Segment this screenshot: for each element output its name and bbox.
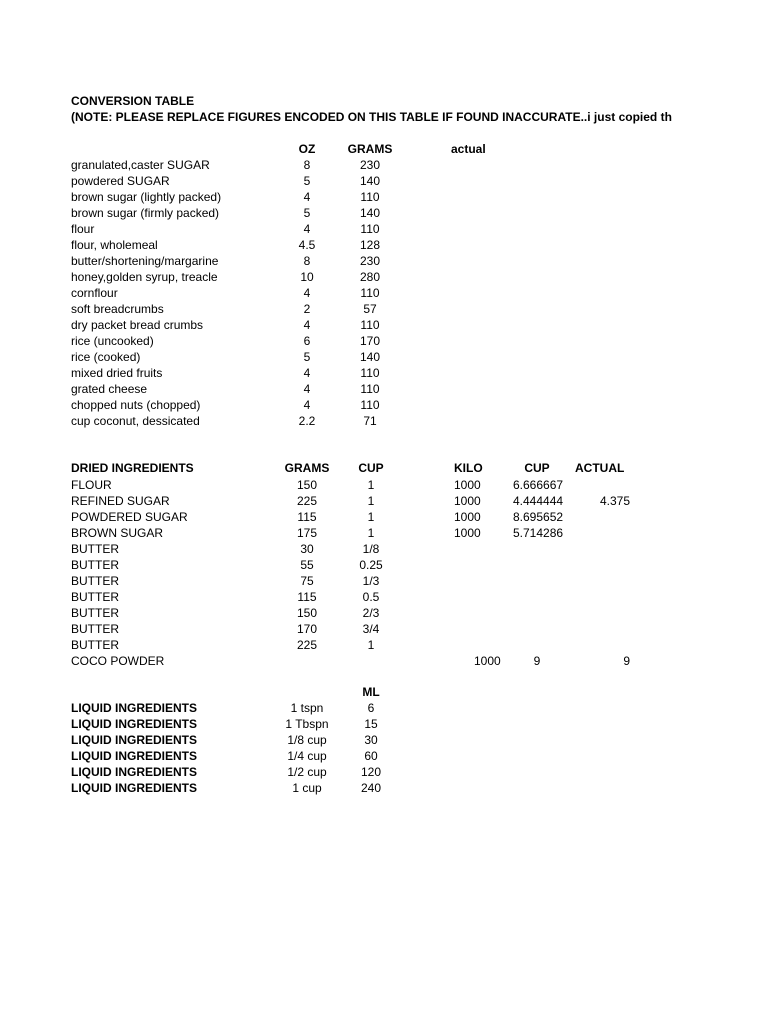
ingredient-name: dry packet bread crumbs: [71, 318, 204, 332]
ingredient-name: BUTTER: [71, 542, 119, 556]
liquid-ingredient-label: LIQUID INGREDIENTS: [71, 765, 198, 779]
ingredient-name: BUTTER: [71, 606, 119, 620]
ingredient-name: brown sugar (firmly packed): [71, 206, 220, 220]
oz-value: 8: [303, 254, 311, 268]
grams-value: 30: [300, 542, 314, 556]
ingredient-name: chopped nuts (chopped): [71, 398, 201, 412]
kilo-header: KILO: [454, 461, 483, 475]
grams-value: 110: [360, 286, 380, 300]
ingredient-name: rice (cooked): [71, 350, 141, 364]
ingredient-name: brown sugar (lightly packed): [71, 190, 222, 204]
grams-value: 140: [359, 206, 381, 220]
ingredient-name: BUTTER: [71, 574, 119, 588]
ingredient-name: POWDERED SUGAR: [71, 510, 188, 524]
ingredient-name: cornflour: [71, 286, 118, 300]
grams-value: 170: [359, 334, 381, 348]
cup-value: 2/3: [362, 606, 380, 620]
ingredient-name: butter/shortening/margarine: [71, 254, 219, 268]
coco-powder-label: COCO POWDER: [71, 654, 165, 668]
grams-value: 150: [296, 606, 318, 620]
ml-value: 30: [364, 733, 378, 747]
grams-value: 150: [296, 478, 318, 492]
grams-value: 110: [360, 318, 380, 332]
cup-value-2: 6.666667: [513, 478, 564, 492]
cup-value: 1: [367, 638, 375, 652]
dried-ingredients-header: DRIED INGREDIENTS: [71, 461, 194, 475]
ml-value: 6: [367, 701, 375, 715]
ingredient-name: flour: [71, 222, 95, 236]
oz-value: 4: [303, 190, 311, 204]
grams-value: 71: [363, 414, 377, 428]
oz-value: 6: [303, 334, 311, 348]
cup-value: 0.25: [359, 558, 383, 572]
grams-header: GRAMS: [284, 461, 330, 475]
ingredient-name: BROWN SUGAR: [71, 526, 164, 540]
grams-value: 225: [296, 494, 318, 508]
grams-value: 140: [359, 174, 381, 188]
ingredient-name: FLOUR: [71, 478, 112, 492]
kilo-value: 1000: [454, 510, 481, 524]
grams-value: 110: [360, 190, 380, 204]
grams-value: 75: [300, 574, 314, 588]
oz-value: 8: [303, 158, 311, 172]
grams-value: 140: [359, 350, 381, 364]
oz-value: 4: [303, 318, 311, 332]
oz-value: 4: [303, 398, 311, 412]
grams-value: 110: [360, 366, 380, 380]
oz-value: 10: [300, 270, 314, 284]
ml-value: 60: [364, 749, 378, 763]
measure-value: 1 cup: [292, 781, 322, 795]
measure-value: 1/4 cup: [287, 749, 327, 763]
measure-value: 1/8 cup: [287, 733, 327, 747]
oz-value: 5: [303, 174, 311, 188]
liquid-ingredient-label: LIQUID INGREDIENTS: [71, 717, 198, 731]
liquid-ingredient-label: LIQUID INGREDIENTS: [71, 781, 198, 795]
kilo-value: 1000: [454, 526, 481, 540]
coco-powder-actual: 9: [623, 654, 630, 668]
ingredient-name: rice (uncooked): [71, 334, 154, 348]
cup-header: CUP: [358, 461, 384, 475]
cup-value: 1: [367, 510, 375, 524]
grams-value: 115: [297, 510, 317, 524]
ingredient-name: honey,golden syrup, treacle: [71, 270, 218, 284]
grams-value: 280: [359, 270, 381, 284]
grams-value: 170: [296, 622, 318, 636]
cup-value: 1: [367, 526, 375, 540]
grams-value: 115: [297, 590, 317, 604]
ingredient-name: mixed dried fruits: [71, 366, 163, 380]
grams-value: 230: [359, 254, 381, 268]
ingredient-name: BUTTER: [71, 638, 119, 652]
ingredient-name: BUTTER: [71, 622, 119, 636]
oz-value: 2.2: [298, 414, 316, 428]
cup-value: 1/8: [362, 542, 380, 556]
ingredient-name: BUTTER: [71, 558, 119, 572]
oz-value: 5: [303, 206, 311, 220]
ingredient-name: powdered SUGAR: [71, 174, 170, 188]
ingredient-name: cup coconut, dessicated: [71, 414, 200, 428]
ingredient-name: soft breadcrumbs: [71, 302, 164, 316]
grams-value: 230: [359, 158, 381, 172]
oz-header: OZ: [298, 142, 316, 156]
ml-value: 15: [364, 717, 378, 731]
ingredient-name: granulated,caster SUGAR: [71, 158, 210, 172]
oz-value: 4.5: [298, 238, 316, 252]
ingredient-name: BUTTER: [71, 590, 119, 604]
liquid-ingredient-label: LIQUID INGREDIENTS: [71, 733, 198, 747]
actual-value: 4.375: [599, 494, 630, 508]
grams-value: 175: [296, 526, 318, 540]
grams-value: 55: [300, 558, 314, 572]
cup-value: 0.5: [362, 590, 380, 604]
measure-value: 1/2 cup: [287, 765, 327, 779]
coco-powder-kilo: 1000: [474, 654, 501, 668]
grams-value: 57: [363, 302, 377, 316]
cup-value-2: 5.714286: [513, 526, 564, 540]
cup-value: 3/4: [362, 622, 380, 636]
liquid-ingredient-label: LIQUID INGREDIENTS: [71, 701, 198, 715]
grams-value: 110: [360, 398, 380, 412]
cup-value: 1: [367, 494, 375, 508]
liquid-ingredient-label: LIQUID INGREDIENTS: [71, 749, 198, 763]
ingredient-name: grated cheese: [71, 382, 148, 396]
cup-value-2: 8.695652: [513, 510, 564, 524]
oz-value: 2: [303, 302, 311, 316]
oz-value: 5: [303, 350, 311, 364]
coco-powder-cup: 9: [533, 654, 541, 668]
note-text: (NOTE: PLEASE REPLACE FIGURES ENCODED ON THIS TABLE IF FOUND INACCURATE..i just copied th: [71, 110, 672, 124]
grams-value: 110: [360, 222, 380, 236]
actual-header: actual: [451, 142, 486, 156]
grams-value: 225: [296, 638, 318, 652]
kilo-value: 1000: [454, 478, 481, 492]
page-title: CONVERSION TABLE: [71, 94, 195, 108]
grams-header: GRAMS: [347, 142, 393, 156]
kilo-value: 1000: [454, 494, 481, 508]
cup-value: 1: [367, 478, 375, 492]
oz-value: 4: [303, 366, 311, 380]
oz-value: 4: [303, 382, 311, 396]
ml-value: 240: [360, 781, 382, 795]
cup-value-2: 4.444444: [513, 494, 564, 508]
ingredient-name: flour, wholemeal: [71, 238, 158, 252]
grams-value: 110: [360, 382, 380, 396]
actual-header: ACTUAL: [575, 461, 625, 475]
ml-header: ML: [362, 685, 380, 699]
ingredient-name: REFINED SUGAR: [71, 494, 170, 508]
ml-value: 120: [360, 765, 382, 779]
cup-value: 1/3: [362, 574, 380, 588]
measure-value: 1 tspn: [290, 701, 324, 715]
grams-value: 128: [359, 238, 381, 252]
measure-value: 1 Tbspn: [285, 717, 329, 731]
oz-value: 4: [303, 286, 311, 300]
oz-value: 4: [303, 222, 311, 236]
cup-header-2: CUP: [524, 461, 550, 475]
